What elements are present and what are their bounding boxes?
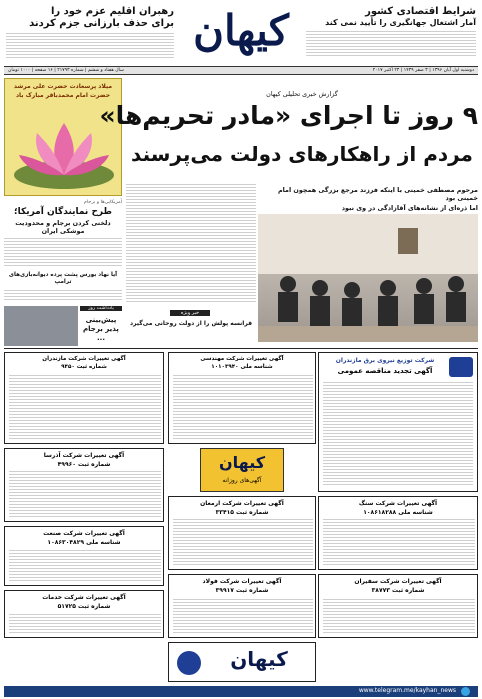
- ad-4: [318, 496, 478, 570]
- kayhan-box-line-1: کیهان: [218, 453, 266, 472]
- ad-4-subtitle: شناسه ملی ۱۰۸۶۱۸۲۸۸: [363, 509, 433, 516]
- main-subhead-1: مرحوم مصطفی خمینی با اینکه فرزند مرجع بزرگی همچون امام خمینی بود: [277, 186, 478, 202]
- date-line: دوشنبه اول آبان ۱۳۹۶ | ۳ صفر ۱۴۳۹ | ۲۳ اکتبر ۲۰۱۷: [372, 68, 474, 73]
- ad-6: [168, 496, 316, 570]
- left-small-title: آیا نهاد بورس پشت پرده دیوانه‌بازی‌های ترامپ: [8, 272, 118, 285]
- footer-logo-text: کیهان: [230, 647, 288, 671]
- main-headline-1: ۹ روز تا اجرای «مادر تحریم‌ها»: [99, 101, 478, 130]
- ad-6-subtitle: شماره ثبت ۳۳۴۱۵: [215, 509, 269, 516]
- ad-5: [4, 448, 164, 522]
- ad-10-title: آگهی تغییرات شرکت خدمات: [42, 594, 126, 601]
- telegram-icon: [461, 687, 470, 696]
- ad-7-title: آگهی تغییرات شرکت صنعت: [43, 530, 125, 537]
- masthead-left-headline-1: رهبران اقلیم عزم خود را: [50, 6, 174, 17]
- ad-7: [4, 526, 164, 586]
- ad-4-title: آگهی تغییرات شرکت سنگ: [358, 500, 438, 507]
- brief-label: خبر ویژه: [170, 310, 210, 316]
- ad-2-subtitle: شناسه ملی ۱۰۱۰۳۹۴۰: [211, 364, 273, 370]
- ad-1-text: [323, 381, 473, 487]
- ad-1-title: شرکت توزیع نیروی برق مازندران: [335, 357, 435, 364]
- ad-3-subtitle: شماره ثبت ۹۴۵۰: [61, 364, 107, 370]
- date-bar: [4, 66, 478, 75]
- ad-8-title: آگهی تغییرات شرکت سفیران: [354, 578, 442, 585]
- ad-4-text: [323, 519, 475, 567]
- ad-9-subtitle: شماره ثبت ۳۹۹۱۷: [215, 587, 269, 594]
- ad-7-text: [9, 549, 161, 583]
- ad-9: [168, 574, 316, 638]
- promo-box: [4, 78, 122, 196]
- masthead-left-text: [6, 32, 174, 60]
- main-headline-2: مردم از راهکارهای دولت می‌پرسند: [131, 142, 473, 166]
- ad-2: [168, 352, 316, 444]
- brief-title: فرانسه پولش را از دولت روحانی می‌گیرد: [129, 320, 253, 327]
- main-subhead-2: اما ذره‌ای از نشانه‌های آقازادگی در وی نبود: [341, 204, 478, 212]
- ad-8-text: [323, 597, 475, 635]
- ad-9-text: [173, 597, 313, 635]
- logo-text: کیهان: [193, 6, 289, 55]
- main-column-text: [126, 182, 256, 304]
- footer-globe-icon: [177, 651, 201, 675]
- ad-8-subtitle: شماره ثبت ۳۸۷۷۳: [371, 587, 425, 594]
- ad-3-text: [9, 373, 161, 441]
- promo-line-1: میلاد پرسعادت حضرت علی مرشد: [13, 83, 113, 90]
- ad-2-text: [173, 373, 313, 441]
- ads-divider: [4, 348, 478, 349]
- main-kicker: گزارش خبری تحلیلی کیهان: [266, 90, 338, 98]
- ad-3: [4, 352, 164, 444]
- ad-1: [318, 352, 478, 492]
- ad-2-title: آگهی تغییرات شرکت مهندسی: [200, 356, 284, 362]
- ad-10: [4, 590, 164, 638]
- left-article-text-2: [4, 290, 122, 302]
- masthead: [0, 0, 482, 66]
- ad-3-title: آگهی تغییرات شرکت مازندران: [42, 356, 126, 362]
- ad-1-logo-icon: [449, 357, 473, 377]
- promo-line-2: حضرت امام محمدباقر مبارک باد: [15, 92, 111, 99]
- masthead-right-text: [306, 30, 476, 60]
- ad-7-subtitle: شناسه ملی ۱۰۸۶۳۰۴۸۲۹: [47, 539, 121, 546]
- ad-8: [318, 574, 478, 638]
- footer-logo-box: [168, 642, 316, 682]
- author-photo: [4, 306, 78, 346]
- telegram-url[interactable]: www.telegram.me/kayhan_news: [358, 687, 456, 694]
- side-title: پیش‌بینی پذیر برجام ...: [83, 316, 119, 342]
- ad-10-subtitle: شماره ثبت ۵۱۷۲۵: [57, 603, 111, 610]
- ad-1-subtitle: آگهی تجدید مناقصه عمومی: [337, 367, 433, 375]
- left-headline-2: دلخنی کردن برجام و محدودیت موشکی ایران: [15, 219, 111, 235]
- left-headline-1: طرح نمایندگان آمریکا؛: [13, 207, 112, 217]
- ad-9-title: آگهی تغییرات شرکت فولاد: [202, 578, 282, 585]
- kayhan-box-line-2: آگهی‌های روزانه: [222, 477, 262, 484]
- masthead-right-headline-1: شرایط اقتصادی کشور: [365, 6, 476, 17]
- main-photo: [258, 214, 478, 342]
- kayhan-ad-box: [200, 448, 284, 492]
- ad-5-title: آگهی تغییرات شرکت آذرسا: [43, 452, 125, 459]
- left-kicker: آمریکایی‌ها و برجام: [83, 200, 122, 205]
- masthead-right-headline-2: آمار اشتغال جهانگیری را تأیید نمی کند: [325, 18, 476, 27]
- ad-5-text: [9, 471, 161, 519]
- ad-6-text: [173, 519, 313, 567]
- meeting-photo-illustration: [258, 214, 478, 342]
- masthead-left-headline-2: برای حذف بارزانی جزم کردند: [29, 18, 174, 29]
- issue-line: سال هفتاد و ششم | شماره ۲۱۷۹۳ | ۱۶ صفحه | ۱۰۰۰ تومان: [8, 68, 124, 73]
- left-article-text: [4, 238, 122, 268]
- side-label: یادداشت روز: [80, 306, 122, 311]
- ad-6-title: آگهی تغییرات شرکت ارمغان: [200, 500, 284, 507]
- telegram-bar[interactable]: [4, 686, 478, 697]
- ad-10-text: [9, 613, 161, 635]
- ad-5-subtitle: شماره ثبت ۴۹۹۶۰: [57, 461, 111, 468]
